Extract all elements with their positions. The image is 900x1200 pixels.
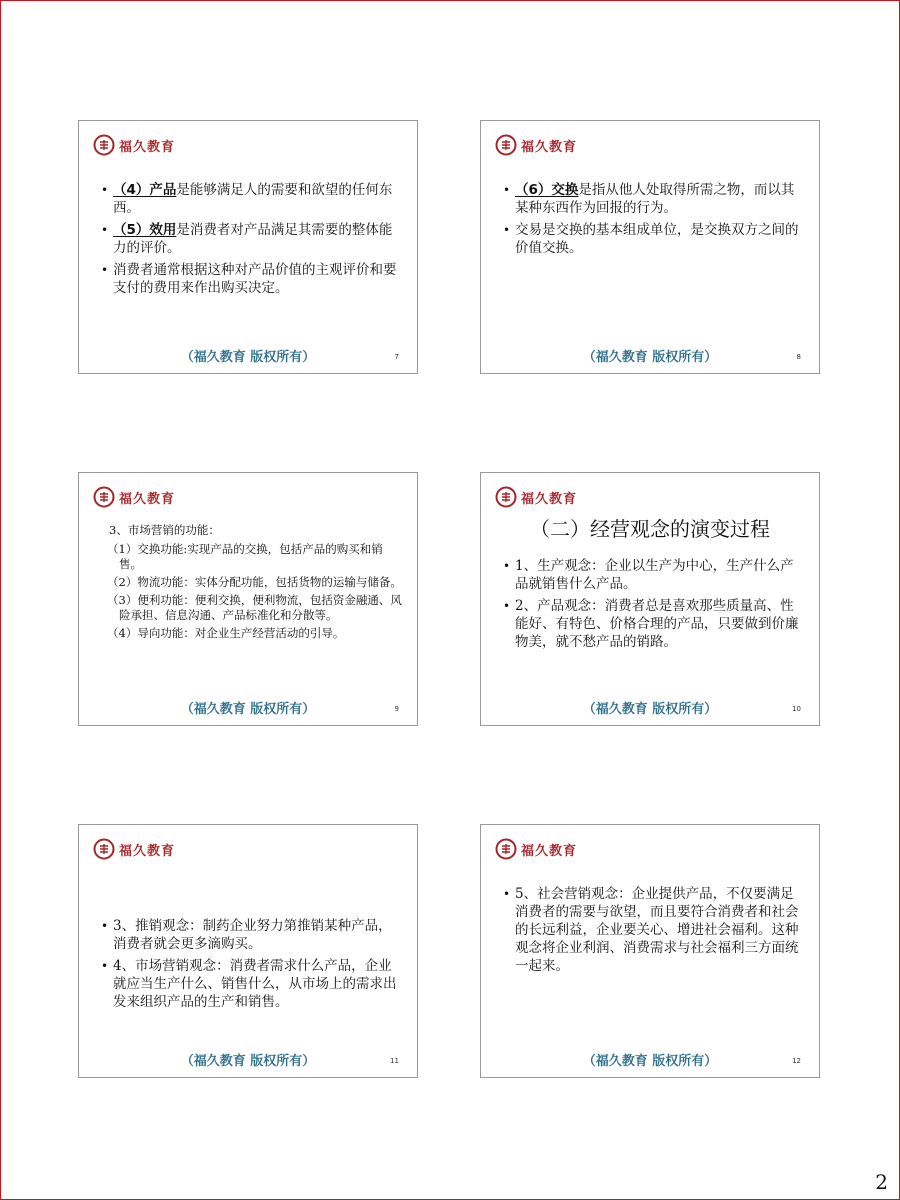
logo-text: 福久教育 — [119, 139, 176, 155]
bullet-item — [101, 221, 405, 257]
brand-logo — [495, 133, 577, 157]
list-item: （4）导向功能：对企业生产经营活动的引导。 — [107, 626, 345, 640]
footer-copyright: （福久教育 版权所有） — [582, 702, 718, 717]
bullet-list — [101, 917, 405, 1015]
function-list — [105, 523, 403, 644]
logo-text: 福久教育 — [119, 843, 176, 859]
bullet-list — [101, 181, 405, 301]
slide-number: 7 — [394, 353, 399, 361]
slide-number: 11 — [390, 1057, 399, 1065]
brand-logo — [495, 837, 577, 861]
slide-8 — [480, 120, 820, 374]
bullet-item — [503, 181, 807, 217]
bullet-item — [503, 597, 807, 651]
bullet-text: 交易是交换的基本组成单位，是交换双方之间的价值交换。 — [515, 222, 799, 256]
bullet-text: 消费者通常根据这种对产品价值的主观评价和要支付的费用来作出购买决定。 — [113, 262, 397, 296]
bullet-list — [503, 557, 807, 655]
bullet-text: 是能够满足人的需要和欲望的任何东西。 — [113, 182, 393, 216]
seal-icon — [93, 486, 115, 508]
brand-logo — [93, 485, 175, 509]
footer-copyright: （福久教育 版权所有） — [582, 350, 718, 365]
seal-icon — [93, 838, 115, 860]
bullet-text: 3、推销观念：制药企业努力第推销某种产品，消费者就会更多滴购买。 — [113, 918, 392, 952]
list-item: （1）交换功能:实现产品的交换，包括产品的购买和销售。 — [107, 542, 383, 571]
slide-11 — [78, 824, 418, 1078]
bullet-item — [101, 181, 405, 217]
slide-number: 12 — [792, 1057, 801, 1065]
bullet-text: 5、社会营销观念：企业提供产品，不仅要满足消费者的需要与欲望，而且要符合消费者和社会的长远利益，企业要关心、增进社会福利。这种观念将企业利润、消费需求与社会福利三方面统一起来。 — [515, 886, 799, 974]
footer-copyright: （福久教育 版权所有） — [180, 1054, 316, 1069]
bullet-text: 1、生产观念：企业以生产为中心，生产什么产品就销售什么产品。 — [515, 558, 794, 592]
bullet-item — [503, 885, 807, 975]
list-item: （3）便利功能：便利交换，便利物流，包括资金融通、风险承担、信息沟通、产品标准化和分散等。 — [107, 593, 402, 622]
bullet-item — [101, 917, 405, 953]
footer-copyright: （福久教育 版权所有） — [582, 1054, 718, 1069]
bullet-text: 2、产品观念：消费者总是喜欢那些质量高、性能好、有特色、价格合理的产品，只要做到价廉物美，就不愁产品的销路。 — [515, 598, 799, 650]
logo-text: 福久教育 — [521, 491, 578, 507]
bullet-item — [101, 261, 405, 297]
logo-text: 福久教育 — [119, 491, 176, 507]
slide-number: 9 — [394, 705, 399, 713]
bullet-text: 是指从他人处取得所需之物，而以其某种东西作为回报的行为。 — [515, 182, 795, 216]
bullet-item — [503, 221, 807, 257]
logo-text: 福久教育 — [521, 843, 578, 859]
term: （4）产品 — [113, 182, 177, 198]
brand-logo — [495, 485, 577, 509]
seal-icon — [495, 486, 517, 508]
list-heading: 3、市场营销的功能： — [109, 523, 220, 537]
bullet-item — [101, 957, 405, 1011]
brand-logo — [93, 133, 175, 157]
slide-9 — [78, 472, 418, 726]
seal-icon — [495, 838, 517, 860]
logo-text: 福久教育 — [521, 139, 578, 155]
bullet-list — [503, 181, 807, 261]
slide-7 — [78, 120, 418, 374]
bullet-text: 4、市场营销观念：消费者需求什么产品，企业就应当生产什么、销售什么，从市场上的需求出发来组织产品的生产和销售。 — [113, 958, 397, 1010]
bullet-list — [503, 885, 807, 979]
term: （6）交换 — [515, 182, 579, 198]
list-item: （2）物流功能：实体分配功能，包括货物的运输与储备。 — [107, 575, 402, 589]
seal-icon — [93, 134, 115, 156]
slide-title: （二）经营观念的演变过程 — [530, 517, 770, 541]
brand-logo — [93, 837, 175, 861]
slide-number: 8 — [796, 353, 801, 361]
bullet-item — [503, 557, 807, 593]
page-number: 2 — [875, 1170, 888, 1194]
seal-icon — [495, 134, 517, 156]
slide-10 — [480, 472, 820, 726]
footer-copyright: （福久教育 版权所有） — [180, 702, 316, 717]
slide-number: 10 — [792, 705, 801, 713]
footer-copyright: （福久教育 版权所有） — [180, 350, 316, 365]
bullet-text: 是消费者对产品满足其需要的整体能力的评价。 — [113, 222, 393, 256]
slide-12 — [480, 824, 820, 1078]
term: （5）效用 — [113, 222, 177, 238]
